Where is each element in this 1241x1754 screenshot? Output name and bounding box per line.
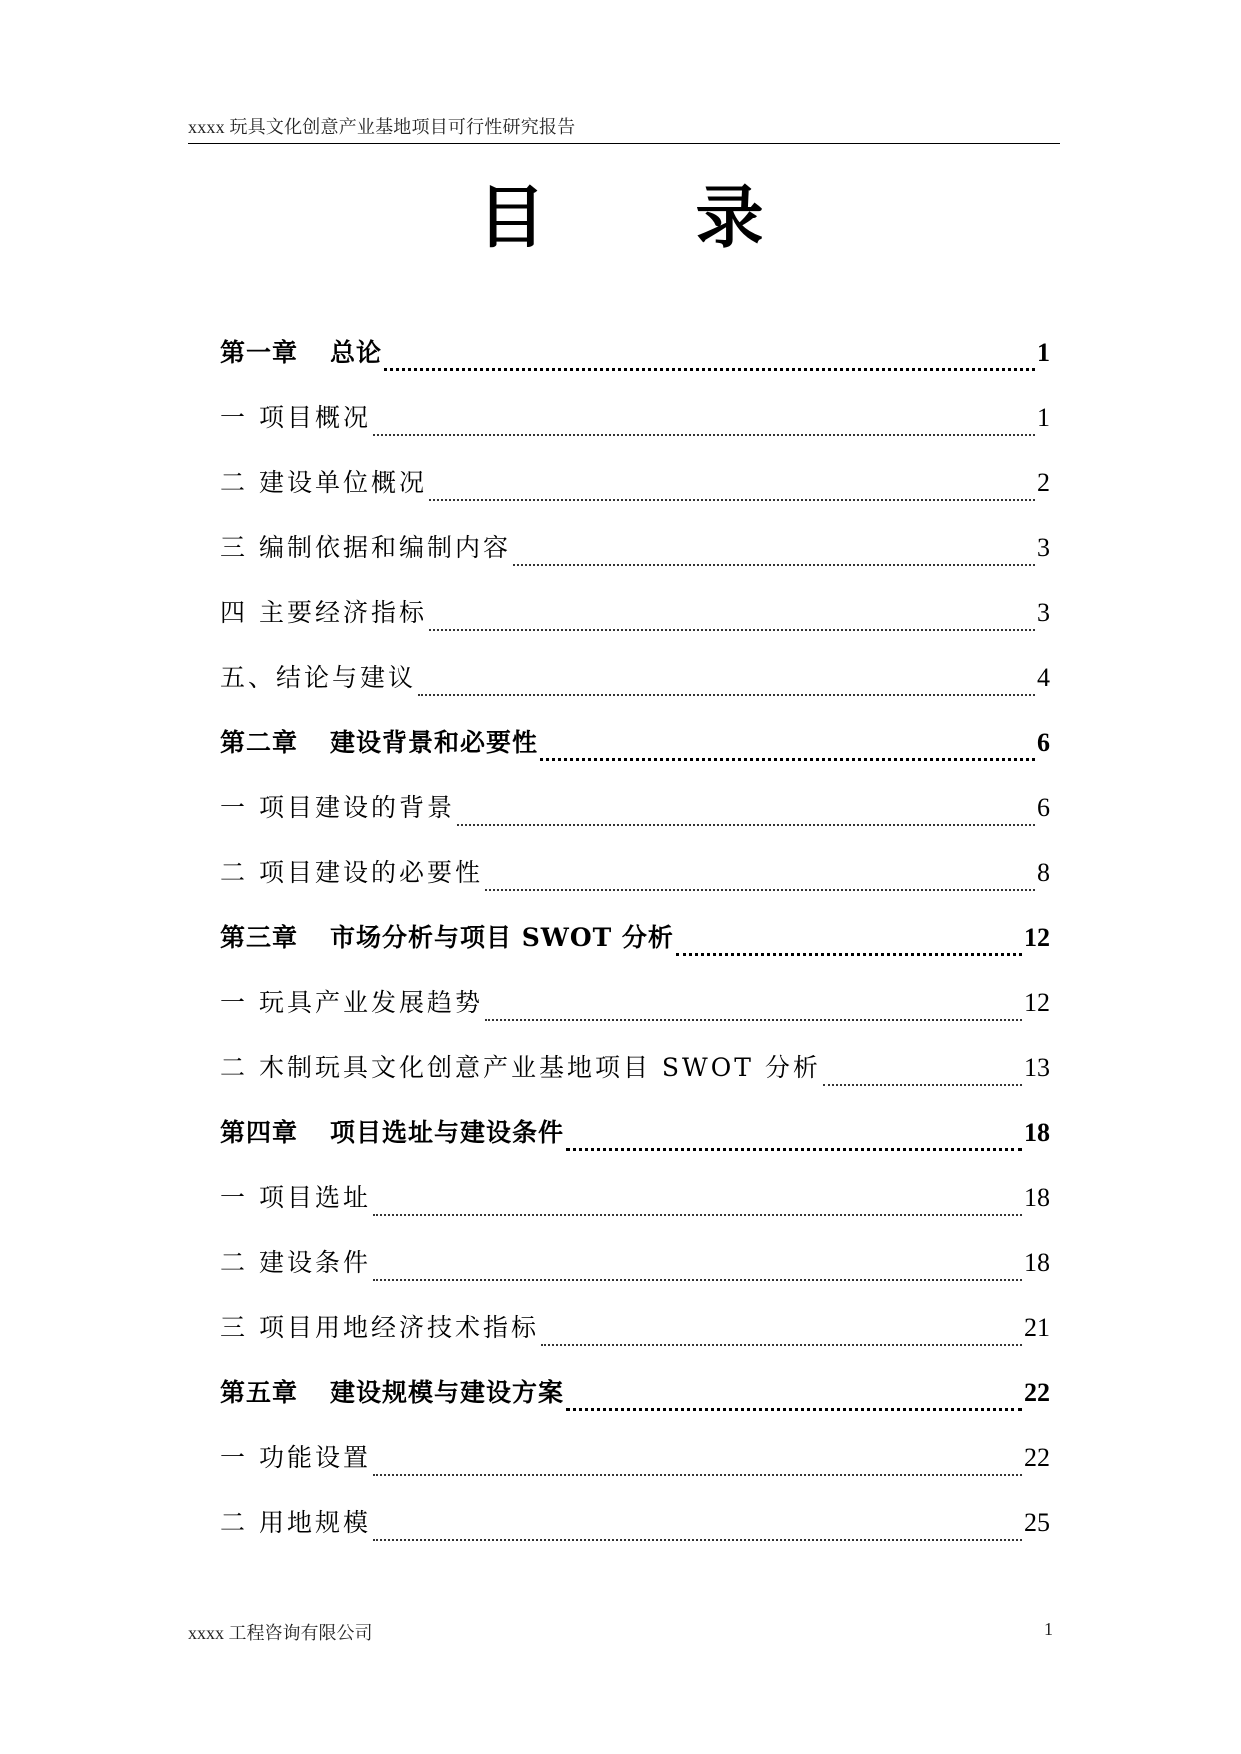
- toc-entry-label: 二 用地规模: [220, 1508, 371, 1537]
- toc-section-entry[interactable]: [220, 1441, 1050, 1506]
- toc-page-number: 21: [1024, 1313, 1050, 1342]
- toc-dot-leader: [373, 1474, 1022, 1476]
- toc-chapter-entry[interactable]: [220, 1376, 1050, 1441]
- toc-page-number: 4: [1037, 663, 1050, 692]
- toc-entry-label: 一 项目选址: [220, 1183, 371, 1212]
- toc-section-entry[interactable]: [220, 856, 1050, 921]
- toc-chapter-entry[interactable]: [220, 1116, 1050, 1181]
- toc-page-number: 13: [1024, 1053, 1050, 1082]
- toc-page-number: 18: [1024, 1183, 1050, 1212]
- toc-entry-label: [220, 1116, 564, 1150]
- toc-section-entry[interactable]: [220, 1246, 1050, 1311]
- toc-dot-leader: [485, 889, 1035, 891]
- toc-entry-label: [220, 1376, 564, 1410]
- toc-dot-leader: [513, 564, 1035, 566]
- toc-dot-leader: [485, 1019, 1022, 1021]
- toc-chapter-title: 市场分析与项目 SWOT 分析: [330, 923, 674, 952]
- toc-dot-leader: [384, 368, 1035, 371]
- toc-chapter-entry[interactable]: [220, 726, 1050, 791]
- toc-chapter-entry[interactable]: [220, 336, 1050, 401]
- toc-entry-label: 二 建设条件: [220, 1248, 371, 1277]
- toc-page-number: 1: [1037, 338, 1050, 367]
- toc-entry-label: 二 项目建设的必要性: [220, 858, 483, 887]
- toc-entry-label: 五、结论与建议: [220, 663, 417, 692]
- toc-dot-leader: [373, 1539, 1022, 1541]
- toc-section-entry[interactable]: [220, 791, 1050, 856]
- footer-page-number: 1: [1044, 1619, 1053, 1639]
- toc-dot-leader: [373, 1279, 1022, 1281]
- toc-section-entry[interactable]: [220, 531, 1050, 596]
- toc-dot-leader: [373, 1214, 1022, 1216]
- toc-chapter-number: 第三章: [220, 923, 299, 952]
- toc-entry-label: 一 功能设置: [220, 1443, 371, 1472]
- toc-page-number: 6: [1037, 728, 1050, 757]
- toc-entry-label: 二 建设单位概况: [220, 468, 427, 497]
- toc-page-number: 3: [1037, 533, 1050, 562]
- toc-section-entry[interactable]: [220, 986, 1050, 1051]
- toc-page-number: 6: [1037, 793, 1050, 822]
- toc-section-entry[interactable]: [220, 401, 1050, 466]
- toc-page-number: 3: [1037, 598, 1050, 627]
- toc-section-entry[interactable]: [220, 1506, 1050, 1571]
- toc-entry-label: 四 主要经济指标: [220, 598, 427, 627]
- toc-page-number: 8: [1037, 858, 1050, 887]
- toc-chapter-number: 第一章: [220, 338, 299, 367]
- toc-section-entry[interactable]: [220, 661, 1050, 726]
- toc-entry-label: [220, 336, 382, 370]
- toc-dot-leader: [418, 694, 1035, 696]
- toc-entry-label: 二 木制玩具文化创意产业基地项目 SWOT 分析: [220, 1053, 821, 1082]
- running-header: xxxx 玩具文化创意产业基地项目可行性研究报告: [188, 117, 576, 137]
- toc-dot-leader: [373, 434, 1035, 436]
- toc-section-entry[interactable]: [220, 1181, 1050, 1246]
- toc-page-number: 1: [1037, 403, 1050, 432]
- toc-page-number: 25: [1024, 1508, 1050, 1537]
- header-rule: [188, 143, 1060, 144]
- toc-entry-label: [220, 921, 674, 955]
- footer-company: xxxx 工程咨询有限公司: [188, 1623, 373, 1643]
- toc-entry-label: 三 项目用地经济技术指标: [220, 1313, 539, 1342]
- toc-dot-leader: [676, 953, 1022, 956]
- toc-dot-leader: [566, 1408, 1022, 1411]
- toc-section-entry[interactable]: [220, 1051, 1050, 1116]
- toc-page-number: 22: [1024, 1378, 1050, 1407]
- toc-dot-leader: [566, 1148, 1022, 1151]
- toc-chapter-title: 建设背景和必要性: [330, 728, 539, 757]
- toc-entry-label: 一 玩具产业发展趋势: [220, 988, 483, 1017]
- toc-dot-leader: [540, 758, 1035, 761]
- toc-dot-leader: [429, 629, 1035, 631]
- toc-dot-leader: [457, 824, 1035, 826]
- toc-entry-label: [220, 726, 538, 760]
- toc-chapter-entry[interactable]: [220, 921, 1050, 986]
- table-of-contents: [220, 336, 1050, 1571]
- toc-page-number: 2: [1037, 468, 1050, 497]
- toc-entry-label: 一 项目概况: [220, 403, 371, 432]
- toc-page-number: 18: [1024, 1118, 1050, 1147]
- toc-chapter-title: 总论: [330, 338, 383, 367]
- toc-page-number: 12: [1024, 923, 1050, 952]
- toc-entry-label: 一 项目建设的背景: [220, 793, 455, 822]
- toc-dot-leader: [823, 1084, 1022, 1086]
- toc-dot-leader: [541, 1344, 1022, 1346]
- toc-entry-label: 三 编制依据和编制内容: [220, 533, 511, 562]
- toc-chapter-number: 第二章: [220, 728, 299, 757]
- toc-chapter-title: 项目选址与建设条件: [330, 1118, 565, 1147]
- toc-page-number: 12: [1024, 988, 1050, 1017]
- page-title: 目录: [477, 178, 914, 258]
- toc-section-entry[interactable]: [220, 596, 1050, 661]
- toc-dot-leader: [429, 499, 1035, 501]
- toc-page-number: 22: [1024, 1443, 1050, 1472]
- toc-section-entry[interactable]: [220, 1311, 1050, 1376]
- toc-chapter-number: 第五章: [220, 1378, 299, 1407]
- toc-chapter-number: 第四章: [220, 1118, 299, 1147]
- toc-page-number: 18: [1024, 1248, 1050, 1277]
- toc-chapter-title: 建设规模与建设方案: [330, 1378, 565, 1407]
- toc-section-entry[interactable]: [220, 466, 1050, 531]
